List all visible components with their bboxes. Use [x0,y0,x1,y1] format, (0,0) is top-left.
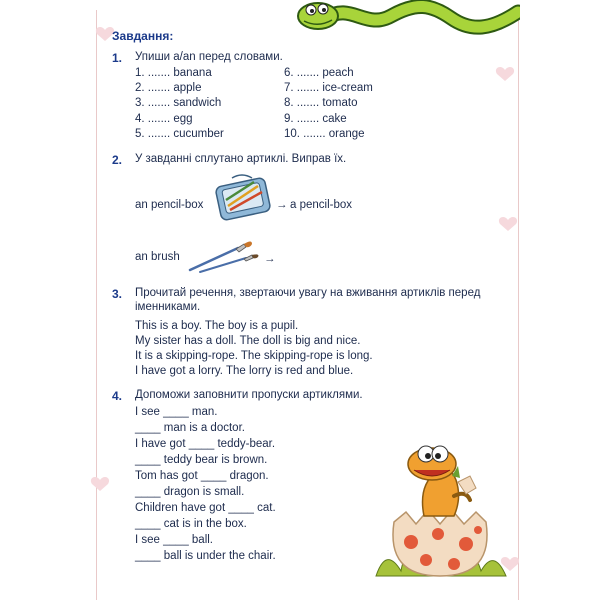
task4-number: 4. [112,389,123,403]
pencil-box-icon [212,172,274,224]
task1-instruction: Упиши a/an перед словами. [135,51,283,63]
task3-instruction: Прочитай речення, звертаючи увагу на вживання артиклів перед [135,287,481,299]
task4-sentence: I see ____ ball. [135,534,214,546]
task4-sentence: I have got ____ teddy-bear. [135,438,276,450]
task1-item: 1. ....... banana [135,67,212,79]
task4-sentence: ____ teddy bear is brown. [135,454,268,466]
task2-arrow: → [264,253,276,265]
task2-example-wrong: an pencil-box [135,199,204,211]
task1-number: 1. [112,51,123,65]
task1-item: 9. ....... cake [284,113,347,125]
brush-icon [186,240,262,274]
snake-icon [296,0,520,36]
task3-sentence: This is a boy. The boy is a pupil. [135,320,299,332]
task4-instruction: Допоможи заповнити пропуски артиклями. [135,389,363,401]
page-heading: Завдання: [112,29,174,43]
task1-item: 7. ....... ice-cream [284,82,373,94]
task4-sentence: ____ dragon is small. [135,486,245,498]
dragon-egg-icon [366,436,516,586]
task1-item: 3. ....... sandwich [135,97,222,109]
task4-sentence: Tom has got ____ dragon. [135,470,269,482]
task2-example-correct: a pencil-box [290,199,353,211]
task3-number: 3. [112,287,123,301]
task1-item: 2. ....... apple [135,82,202,94]
task3-sentence: My sister has a doll. The doll is big and nice. [135,335,361,347]
task2-number: 2. [112,153,123,167]
task4-sentence: ____ man is a doctor. [135,422,245,434]
task4-sentence: ____ ball is under the chair. [135,550,276,562]
task1-item: 6. ....... peach [284,67,354,79]
task4-sentence: Children have got ____ cat. [135,502,276,514]
task3-sentence: It is a skipping-rope. The skipping-rope is long. [135,350,373,362]
task1-item: 8. ....... tomato [284,97,358,109]
task4-sentence: ____ cat is in the box. [135,518,247,530]
task4-sentence: I see ____ man. [135,406,218,418]
task1-item: 5. ....... cucumber [135,128,224,140]
task3-instruction-cont: іменниками. [135,301,201,313]
task1-item: 4. ....... egg [135,113,193,125]
task1-item: 10. ....... orange [284,128,365,140]
task2-instruction: У завданні сплутано артиклі. Виправ їх. [135,153,347,165]
task2-example-wrong: an brush [135,251,180,263]
task2-arrow: → [276,199,288,211]
task3-sentence: I have got a lorry. The lorry is red and blue. [135,365,354,377]
